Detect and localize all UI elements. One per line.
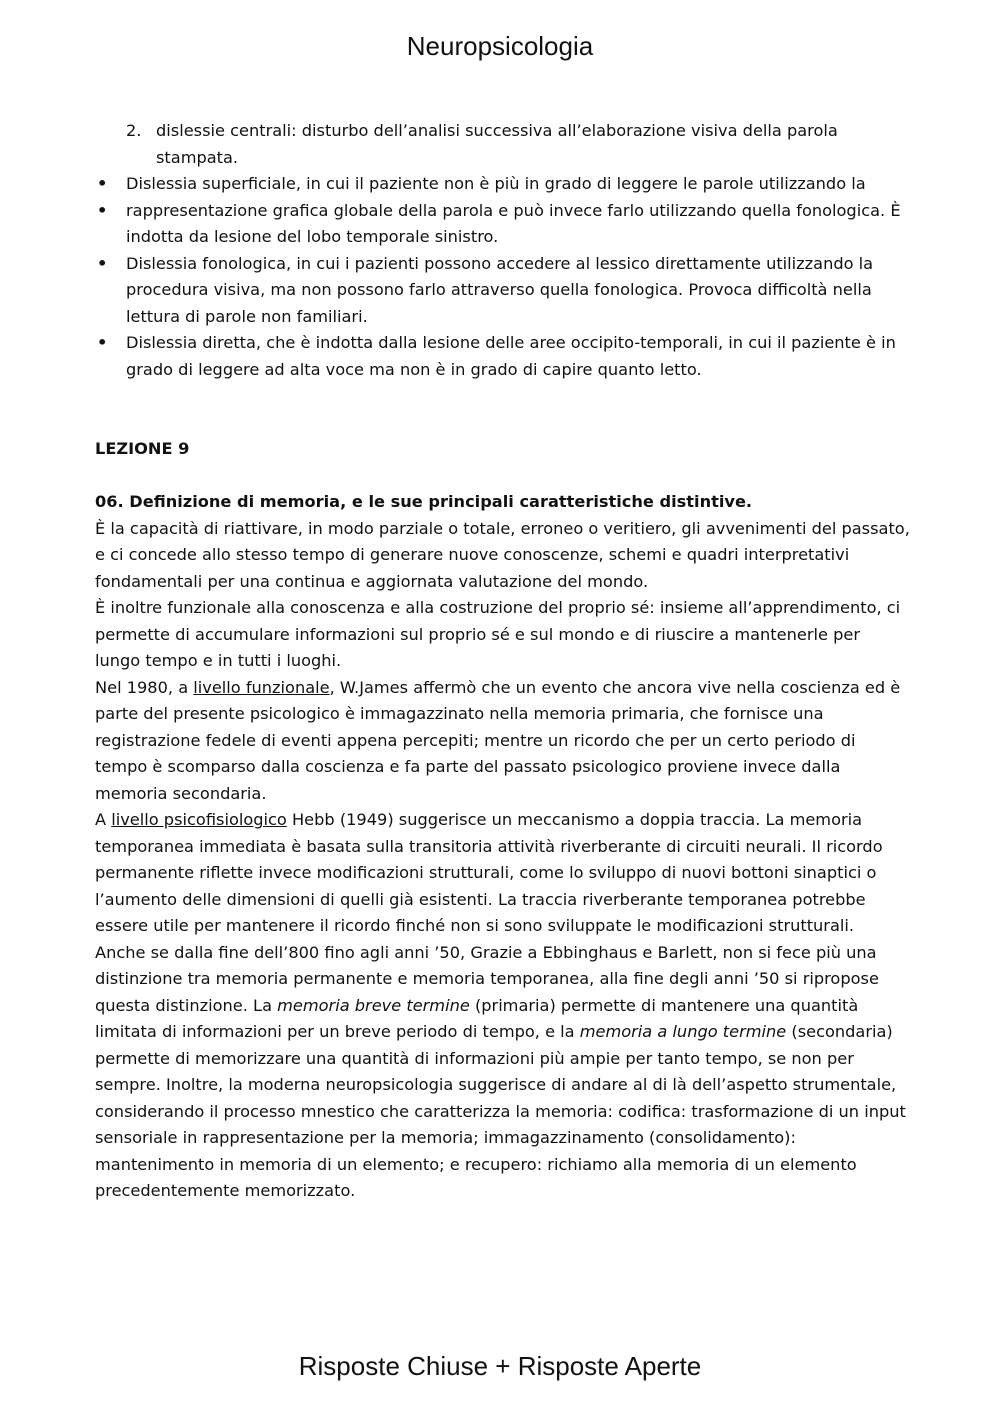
paragraph: È inoltre funzionale alla conoscenza e alla costruzione del proprio sé: insieme all’apprendimento, ci permette di accumulare informazioni sul proprio sé e sul mondo e di riuscire a mantenerle per lungo tempo e in tutti i luoghi. bbox=[95, 598, 901, 670]
bullet-list-item bbox=[95, 198, 910, 251]
paragraph-text: Hebb (1949) suggerisce un meccanismo a doppia traccia. La memoria temporanea immediata è basata sulla transitoria attività riverberante di circuiti neurali. Il ricordo permanente riflette invece modificazioni strutturali, come lo sviluppo di nuovi bottoni sinaptici o l’aumento delle dimensioni di quelli già esistenti. La traccia riverberante temporanea potrebbe essere utile per mantenere il ricordo finché non si sono sviluppate le modificazioni strutturali. bbox=[95, 810, 883, 935]
paragraph bbox=[95, 675, 910, 808]
list-item-text: Dislessia superficiale, in cui il paziente non è più in grado di leggere le parole utilizzando la bbox=[126, 174, 866, 193]
list-number: 2. bbox=[126, 121, 142, 140]
numbered-list-item bbox=[95, 118, 910, 171]
document-body bbox=[95, 118, 910, 1205]
bullet-icon: • bbox=[97, 200, 108, 220]
bullet-icon: • bbox=[97, 174, 108, 193]
underlined-term: livello psicofisiologico bbox=[111, 810, 287, 829]
paragraph: È la capacità di riattivare, in modo parziale o totale, erroneo o veritiero, gli avvenimenti del passato, e ci concede allo stesso tempo di generare nuove conoscenze, schemi e quadri interpretativi fondamentali per una continua e aggiornata valutazione del mondo. bbox=[95, 518, 910, 591]
paragraph-text: Anche se dalla fine dell’800 fino agli anni ’50, Grazie a Ebbinghaus e Barlett, non si fece più una distinzione tra memoria permanente e memoria temporanea, alla fine degli anni ’50 si ripropose questa distinzione. La bbox=[95, 942, 879, 1015]
paragraph bbox=[95, 940, 910, 1205]
paragraph-text: Nel 1980, a bbox=[95, 677, 194, 697]
italic-term: memoria a lungo termine bbox=[579, 1022, 787, 1041]
italic-term: memoria breve termine bbox=[277, 995, 470, 1015]
paragraph-text: , W.James affermò che un evento che ancora vive nella coscienza ed è parte del presente psicologico è immagazzinato nella memoria primaria, che fornisce una registrazione fedele di eventi appena percepiti; mentre un ricordo che per un certo periodo di tempo è scomparso dalla coscienza e fa parte del passato psicologico proviene invece dalla memoria secondaria. bbox=[95, 677, 901, 803]
page-header: Neuropsicologia bbox=[406, 31, 594, 61]
list-item-text: Dislessia fonologica, in cui i pazienti possono accedere al lessico direttamente utilizzando la procedura visiva, ma non possono farlo attraverso quella fonologica. Provoca difficoltà nella lettura di parole non familiari. bbox=[126, 253, 874, 326]
list-item-text: Dislessia diretta, che è indotta dalla lesione delle aree occipito-temporali, in cui il paziente è in grado di leggere ad alta voce ma non è in grado di capire quanto letto. bbox=[126, 333, 896, 379]
page-footer: Risposte Chiuse + Risposte Aperte bbox=[298, 1351, 702, 1381]
paragraph-text: A bbox=[95, 810, 112, 829]
bullet-list-item bbox=[95, 251, 910, 331]
bullet-icon: • bbox=[97, 253, 108, 273]
paragraph bbox=[95, 807, 910, 940]
bullet-list-item bbox=[95, 330, 910, 383]
paragraph-text: (secondaria) permette di memorizzare una quantità di informazioni più ampie per tanto tempo, se non per sempre. Inoltre, la moderna neuropsicologia suggerisce di andare al di là dell’aspetto strumentale, considerando il processo mnestico che caratterizza la memoria: codifica: trasformazione di un input sensoriale in rappresentazione per la memoria; immagazzinamento (consolidamento): mantenimento in memoria di un elemento; e recupero: richiamo alla memoria di un elemento precedentemente memorizzato. bbox=[95, 1022, 906, 1200]
section-title: 06. Definizione di memoria, e le sue principali caratteristiche distintive. bbox=[95, 492, 753, 511]
paragraph-text: (primaria) permette di mantenere una quantità limitata di informazioni per un breve periodo di tempo, e la bbox=[95, 995, 859, 1041]
list-item-text: rappresentazione grafica globale della parola e può invece farlo utilizzando quella fonologica. È indotta da lesione del lobo temporale sinistro. bbox=[126, 200, 901, 246]
list-item-text: dislessie centrali: disturbo dell’analisi successiva all’elaborazione visiva della parola stampata. bbox=[156, 121, 838, 167]
bullet-icon: • bbox=[97, 333, 108, 352]
lesson-title: LEZIONE 9 bbox=[95, 439, 190, 458]
bullet-list-item bbox=[95, 171, 910, 198]
underlined-term: livello funzionale bbox=[193, 677, 330, 697]
